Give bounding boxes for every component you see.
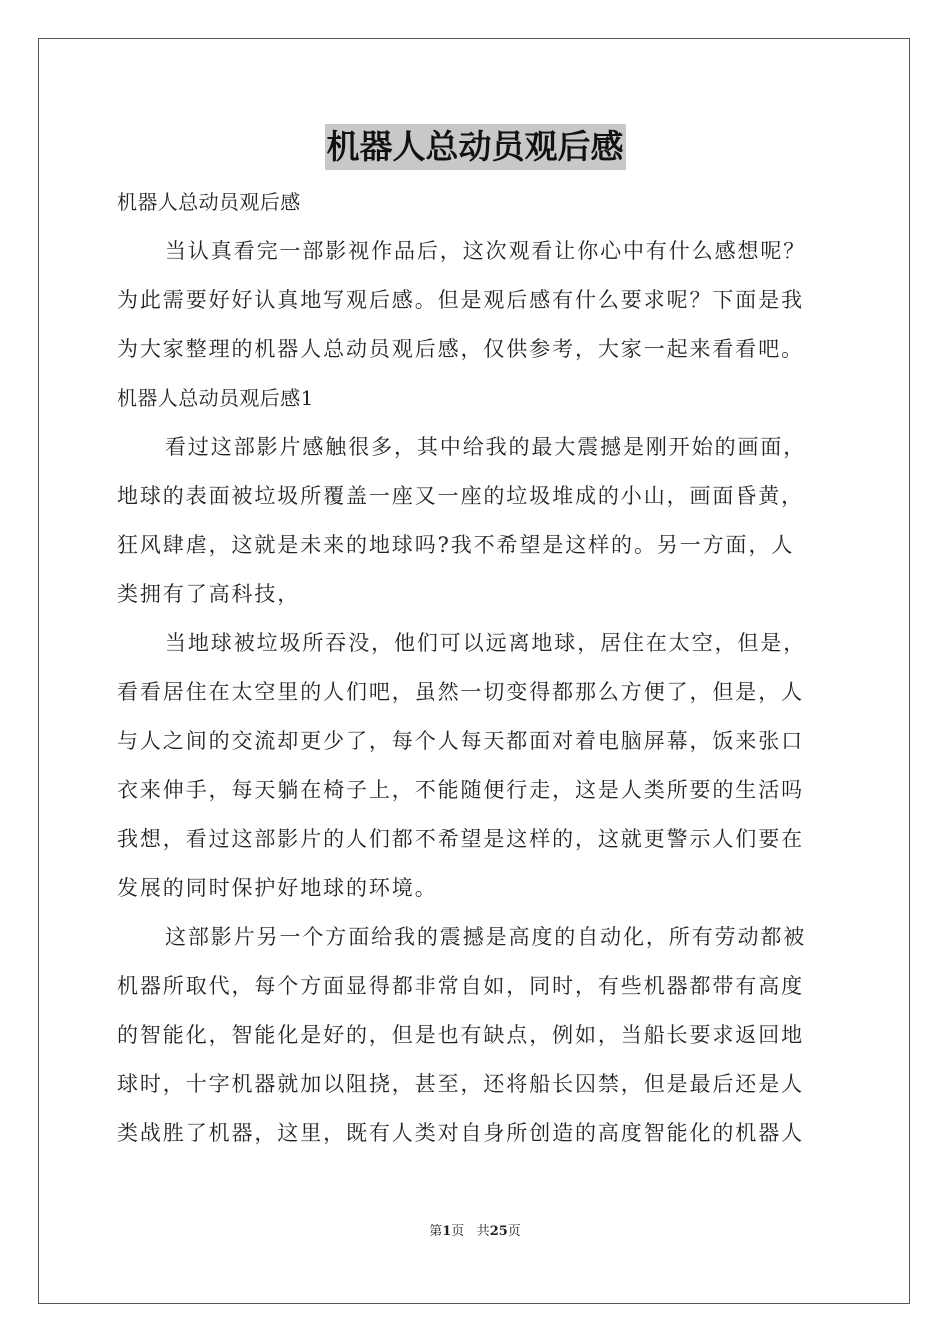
- subtitle: 机器人总动员观后感: [117, 190, 301, 214]
- paragraph2-line: 看看居住在太空里的人们吧，虽然一切变得都那么方便了，但是，人: [117, 680, 804, 704]
- total-prefix: 共: [476, 1224, 490, 1239]
- total-pages: 25: [489, 1224, 508, 1239]
- paragraph1-line: 看过这部影片感触很多，其中给我的最大震撼是刚开始的画面，: [165, 435, 807, 459]
- total-suffix: 页: [507, 1224, 521, 1239]
- intro-line: 当认真看完一部影视作品后，这次观看让你心中有什么感想呢？: [165, 239, 807, 263]
- title-container: [0, 124, 950, 170]
- page-prefix: 第: [429, 1224, 443, 1239]
- document-body: [117, 178, 837, 1158]
- paragraph3-line: 球时，十字机器就加以阻挠，甚至，还将船长囚禁，但是最后还是人: [117, 1072, 804, 1096]
- paragraph2-line: 当地球被垃圾所吞没，他们可以远离地球，居住在太空，但是，: [165, 631, 807, 655]
- page-footer: [0, 1220, 950, 1239]
- paragraph1-line: 狂风肆虐，这就是未来的地球吗?我不希望是这样的。另一方面，人: [117, 533, 795, 557]
- paragraph2-line: 衣来伸手，每天躺在椅子上，不能随便行走，这是人类所要的生活吗: [117, 778, 804, 802]
- page-suffix: 页: [451, 1224, 465, 1239]
- paragraph1-line: 地球的表面被垃圾所覆盖一座又一座的垃圾堆成的小山，画面昏黄，: [117, 484, 804, 508]
- paragraph2-line: 我想，看过这部影片的人们都不希望是这样的，这就更警示人们要在: [117, 827, 804, 851]
- paragraph1-line: 类拥有了高科技，: [117, 582, 301, 606]
- page-number: 1: [442, 1224, 452, 1239]
- paragraph2-line: 与人之间的交流却更少了，每个人每天都面对着电脑屏幕，饭来张口: [117, 729, 804, 753]
- paragraph2-line: 发展的同时保护好地球的环境。: [117, 876, 438, 900]
- paragraph3-line: 这部影片另一个方面给我的震撼是高度的自动化，所有劳动都被: [165, 925, 807, 949]
- intro-line: 为此需要好好认真地写观后感。但是观后感有什么要求呢？下面是我: [117, 288, 804, 312]
- paragraph3-line: 类战胜了机器，这里，既有人类对自身所创造的高度智能化的机器人: [117, 1121, 804, 1145]
- paragraph3-line: 的智能化，智能化是好的，但是也有缺点，例如，当船长要求返回地: [117, 1023, 804, 1047]
- document-title: 机器人总动员观后感: [325, 124, 626, 170]
- intro-line: 为大家整理的机器人总动员观后感，仅供参考，大家一起来看看吧。: [117, 337, 804, 361]
- section-heading: 机器人总动员观后感1: [117, 386, 314, 410]
- paragraph3-line: 机器所取代，每个方面显得都非常自如，同时，有些机器都带有高度: [117, 974, 804, 998]
